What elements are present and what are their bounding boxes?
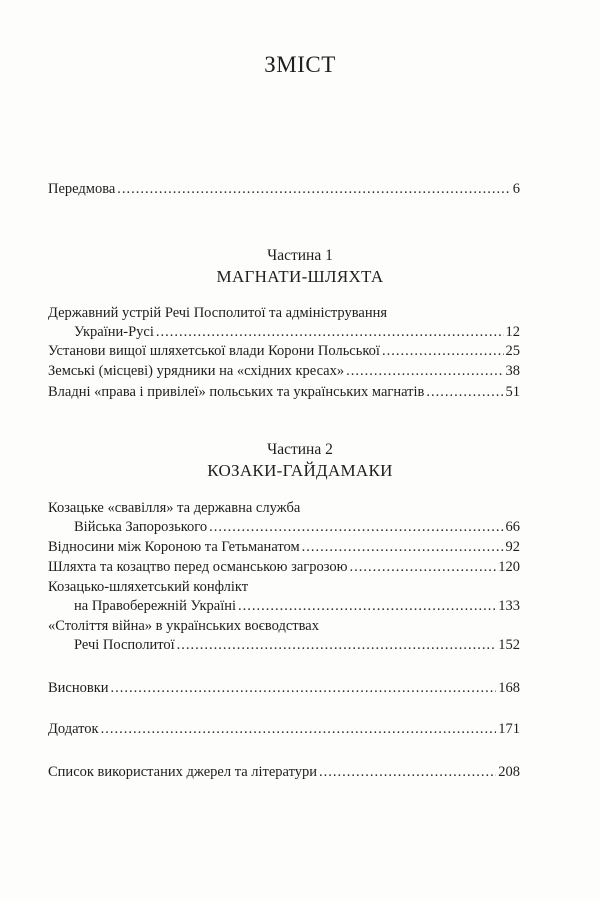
toc-entry-conclusions[interactable] [48, 679, 520, 698]
dot-leader [238, 597, 496, 616]
dot-leader [209, 518, 503, 537]
dot-leader [319, 763, 496, 782]
toc-entry-title: Владні «права і привілеї» польських та українських магнатів [48, 384, 425, 400]
toc-entry[interactable] [48, 499, 520, 537]
toc-entry-title: Речі Посполитої [74, 637, 175, 653]
dot-leader [111, 679, 497, 698]
toc-page-number: 66 [505, 519, 520, 535]
toc-entry[interactable] [48, 342, 520, 361]
toc-page-number: 51 [505, 384, 520, 400]
toc-entry-title: Війська Запорозького [74, 519, 208, 535]
toc-entry[interactable] [48, 383, 520, 402]
toc-page-number: 6 [512, 181, 520, 197]
toc-entry-title-line1: Козацько-шляхетський конфлікт [48, 579, 249, 595]
dot-leader [156, 323, 504, 342]
toc-page-number: 152 [498, 637, 520, 653]
part-number: Частина 1 [267, 247, 333, 264]
toc-entry-title-line1: «Століття війна» в українських воєводствах [48, 618, 319, 634]
toc-page-number: 171 [498, 721, 520, 737]
toc-entry[interactable] [48, 558, 520, 577]
toc-entry[interactable] [48, 362, 520, 381]
part-2-heading [0, 440, 600, 482]
toc-page-number: 120 [498, 559, 520, 575]
toc-entry-title: Відносини між Короною та Гетьманатом [48, 539, 300, 555]
toc-page-number: 92 [505, 539, 520, 555]
part-name: МАГНАТИ-ШЛЯХТА [216, 267, 384, 286]
dot-leader [101, 720, 497, 739]
dot-leader [426, 383, 503, 402]
part-1-heading [0, 246, 600, 288]
toc-entry-bibliography[interactable] [48, 763, 520, 782]
part-name: КОЗАКИ-ГАЙДАМАКИ [207, 461, 393, 480]
toc-entry[interactable] [48, 538, 520, 557]
dot-leader [382, 342, 504, 361]
toc-entry-title-line1: Державний устрій Речі Посполитої та адміністрування [48, 305, 388, 321]
toc-entry-appendix[interactable] [48, 720, 520, 739]
dot-leader [302, 538, 504, 557]
dot-leader [349, 558, 496, 577]
toc-entry-title: Додаток [48, 721, 99, 737]
toc-entry-title: Список використаних джерел та літератури [48, 764, 318, 780]
toc-page-number: 208 [498, 764, 520, 780]
toc-entry-title: Земські (місцеві) урядники на «східних кресах» [48, 363, 345, 379]
part-number: Частина 2 [267, 441, 333, 458]
toc-entry-title: на Правобережній Україні [74, 598, 237, 614]
toc-entry-title: Передмова [48, 181, 116, 197]
toc-page-number: 38 [505, 363, 520, 379]
toc-entry[interactable] [48, 578, 520, 616]
toc-page-number: 168 [498, 680, 520, 696]
dot-leader [346, 362, 503, 381]
toc-page-number: 12 [505, 324, 520, 340]
page-title: ЗМІСТ [264, 52, 336, 77]
toc-entry-preface[interactable] [48, 180, 520, 199]
toc-entry-title: Шляхта та козацтво перед османською загрозою [48, 559, 348, 575]
dot-leader [117, 180, 510, 199]
toc-page-number: 25 [505, 343, 520, 359]
toc-entry-title: Висновки [48, 680, 109, 696]
toc-entry-title-line1: Козацьке «свавілля» та державна служба [48, 500, 301, 516]
toc-entry-title: Установи вищої шляхетської влади Корони Польської [48, 343, 380, 359]
toc-page-number: 133 [498, 598, 520, 614]
toc-entry[interactable] [48, 617, 520, 655]
toc-entry[interactable] [48, 304, 520, 342]
toc-entry-title: України-Русі [74, 324, 154, 340]
dot-leader [177, 636, 497, 655]
